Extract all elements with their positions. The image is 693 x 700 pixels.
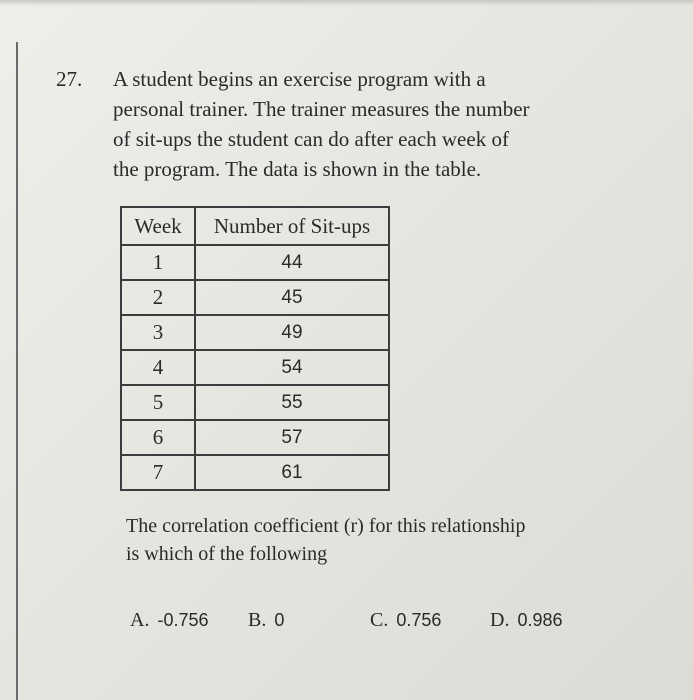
question-line: personal trainer. The trainer measures the number [113,97,530,121]
choice-letter: C. [370,609,389,631]
choice-value: 0.986 [517,610,563,630]
margin-line [16,42,18,700]
question-number: 27. [56,67,83,91]
page-top-edge [0,0,693,6]
situps-cell: 44 [195,245,389,280]
table-row [121,455,389,490]
table-row [121,315,389,350]
situps-table [120,206,390,491]
choice-letter: B. [248,609,267,631]
choice-b[interactable] [248,606,284,634]
header-situps: Number of Sit-ups [195,207,389,245]
situps-cell: 49 [195,315,389,350]
header-week: Week [121,207,195,245]
week-cell: 2 [121,280,195,315]
week-cell: 1 [121,245,195,280]
table-row [121,350,389,385]
week-cell: 7 [121,455,195,490]
choice-letter: A. [130,609,150,631]
week-cell: 6 [121,420,195,455]
prompt-line: The correlation coefficient (r) for this relationship [126,515,526,537]
week-cell: 3 [121,315,195,350]
question-line: the program. The data is shown in the table. [113,157,482,181]
prompt-text [126,512,606,568]
week-cell: 5 [121,385,195,420]
situps-cell: 54 [195,350,389,385]
choice-value: 0 [274,610,285,630]
question-line: A student begins an exercise program with a [113,67,486,91]
situps-cell: 61 [195,455,389,490]
choice-value: -0.756 [157,610,209,630]
prompt-line: is which of the following [126,543,328,565]
choice-d[interactable] [490,606,563,634]
question-text [113,64,613,184]
table-header-row [121,207,389,245]
table-row [121,385,389,420]
situps-cell: 57 [195,420,389,455]
table-row [121,280,389,315]
situps-cell: 55 [195,385,389,420]
choice-a[interactable] [130,606,209,634]
situps-cell: 45 [195,280,389,315]
question-line: of sit-ups the student can do after each week of [113,127,509,151]
table-row [121,245,389,280]
week-cell: 4 [121,350,195,385]
choice-value: 0.756 [396,610,442,630]
choice-c[interactable] [370,606,441,634]
table-row [121,420,389,455]
choice-letter: D. [490,609,510,631]
